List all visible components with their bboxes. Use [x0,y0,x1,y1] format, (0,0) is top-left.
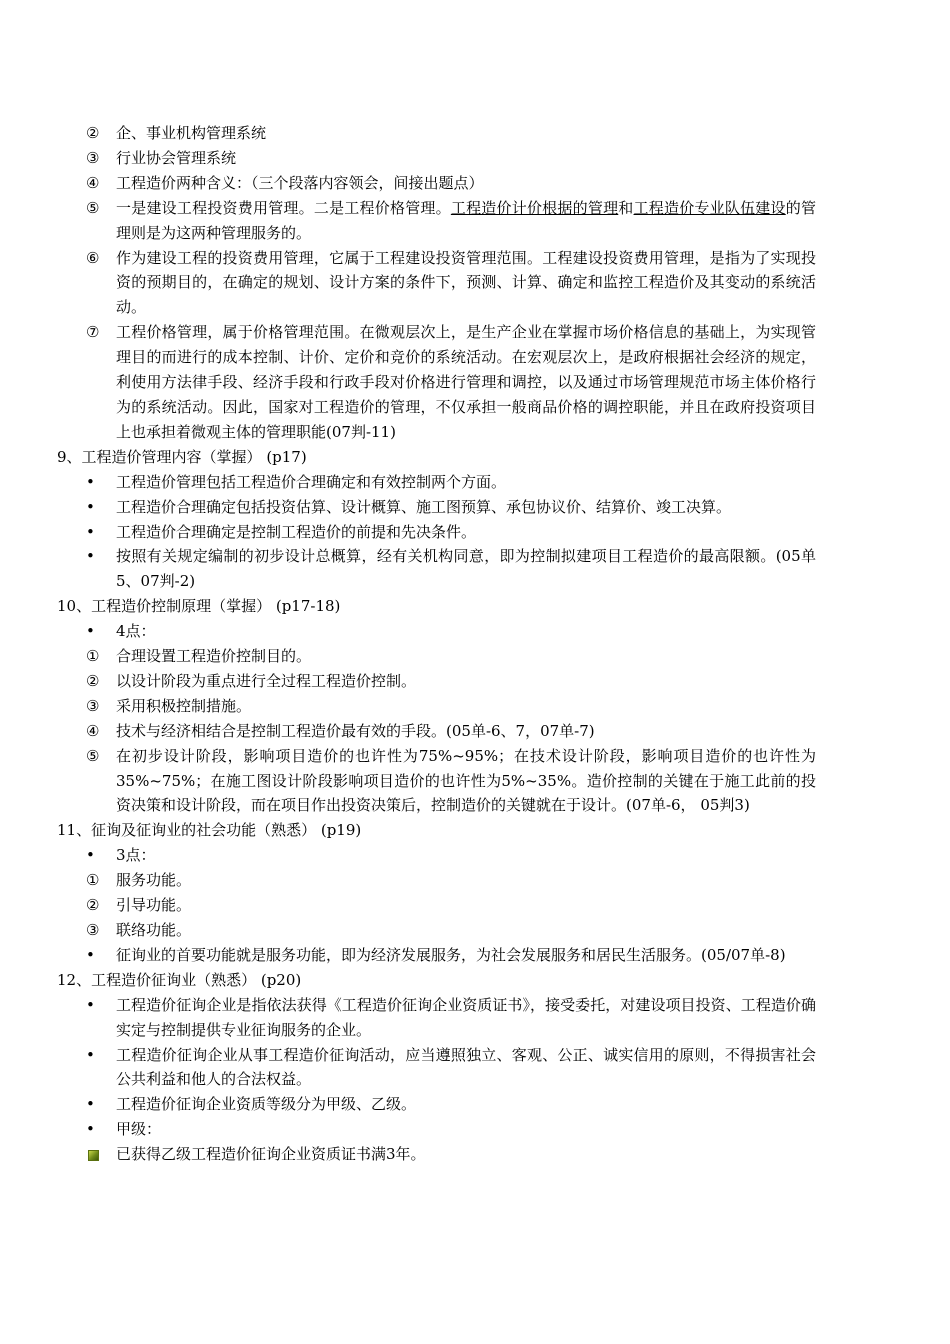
bullet-text: 按照有关规定编制的初步设计总概算，经有关机构同意，即为控制拟建项目工程造价的最高限额。(05单5、07判-2) [116,547,816,591]
list-marker: ⑤ [86,746,100,765]
list-marker: ③ [86,148,100,167]
list-text: 服务功能。 [116,871,192,890]
list-item [0,719,950,744]
underlined-term: 工程造价计价根据的管理 [450,198,619,217]
square-bullet-icon [86,1142,110,1167]
list-marker: ④ [86,173,100,192]
bullet-text: 工程造价征询企业是指依法获得《工程造价征询企业资质证书》，接受委托，对建设项目投资、工程造价确实定与控制提供专业征询服务的企业。 [116,995,816,1039]
list-marker: ④ [86,721,100,740]
bullet-item [0,1092,950,1117]
bullet-text: 征询业的首要功能就是服务功能，即为经济发展服务，为社会发展服务和居民生活服务。(05/07单-8) [116,945,786,964]
list-text: 采用积极控制措施。 [116,696,252,715]
bullet-item [0,943,950,968]
bullet-marker: • [86,622,95,641]
bullet-marker: • [86,497,95,516]
bullet-text: 3点： [116,846,156,865]
list-marker: ③ [86,696,100,715]
bullet-item [0,544,950,594]
bullet-marker: • [86,1120,95,1139]
list-item [0,893,950,918]
bullet-marker: • [86,945,95,964]
list-item [0,694,950,719]
section-heading: 11、征询及征询业的社会功能（熟悉） (p19) [57,821,362,840]
list-marker: ② [86,671,100,690]
bullet-item [0,1117,950,1142]
text-segment: 的管理则是为这两种管理服务的。 [116,198,816,242]
bullet-marker: • [86,522,95,541]
bullet-text: 工程造价征询企业从事工程造价征询活动，应当遵照独立、客观、公正、诚实信用的原则，不得损害社会公共利益和他人的合法权益。 [116,1045,816,1089]
list-item [0,146,950,171]
bullet-marker: • [86,472,95,491]
bullet-item [0,520,950,545]
section-heading: 12、工程造价征询业（熟悉） (p20) [57,970,302,989]
list-text: 行业协会管理系统 [116,148,237,167]
bullet-text: 已获得乙级工程造价征询企业资质证书满3年。 [116,1145,426,1164]
section-heading: 9、工程造价管理内容（掌握） (p17) [57,447,307,466]
list-text: 以设计阶段为重点进行全过程工程造价控制。 [116,671,417,690]
bullet-item [0,619,950,644]
bullet-text: 4点： [116,622,156,641]
list-text: 合理设置工程造价控制目的。 [116,647,312,666]
list-item [0,644,950,669]
bullet-text: 工程造价征询企业资质等级分为甲级、乙级。 [116,1095,417,1114]
list-item [0,196,950,246]
bullet-item [0,1043,950,1093]
list-marker: ③ [86,921,100,939]
list-marker: ② [86,896,100,915]
list-marker: ⑦ [86,323,100,342]
list-text: 工程造价两种含义：（三个段落内容领会，间接出题点） [116,173,484,192]
list-text: 作为建设工程的投资费用管理，它属于工程建设投资管理范围。工程建设投资费用管理，是指为了实现投资的预期目的，在确定的规划、设计方案的条件下，预测、计算、确定和监控工程造价及其变动的系统活动。 [116,248,816,317]
bullet-item [0,470,950,495]
bullet-marker: • [86,547,95,566]
list-text: 联络功能。 [116,921,192,939]
bullet-text: 工程造价管理包括工程造价合理确定和有效控制两个方面。 [116,472,507,491]
list-item [0,246,950,321]
list-marker: ① [86,871,100,890]
list-text: 在初步设计阶段，影响项目造价的也许性为75%~95%；在技术设计阶段，影响项目造价的也许性为35%~75%；在施工图设计阶段影响项目造价的也许性为5%~35%。造价控制的关键在于施工此前的投资决策和设计阶段，而在项目作出投资决策后，控制造价的关键就在于设计。(07单-6， 05判3) [116,746,816,815]
list-item [0,320,950,445]
list-text: 企、事业机构管理系统 [116,124,267,142]
list-item [0,868,950,893]
bullet-text: 工程造价合理确定是控制工程造价的前提和先决条件。 [116,522,477,541]
square-bullet-item [0,1142,950,1167]
list-text: 引导功能。 [116,896,192,915]
text-segment: 一是建设工程投资费用管理。二是工程价格管理。 [116,198,451,217]
bullet-marker: • [86,1045,95,1064]
document-page [0,121,950,1167]
bullet-item [0,843,950,868]
bullet-text: 工程造价合理确定包括投资估算、设计概算、施工图预算、承包协议价、结算价、竣工决算。 [116,497,732,516]
list-marker: ⑥ [86,248,100,267]
list-text: 技术与经济相结合是控制工程造价最有效的手段。(05单-6、7，07单-7) [116,721,595,740]
bullet-marker: • [86,846,95,865]
list-marker: ① [86,647,100,666]
list-marker: ⑤ [86,198,100,217]
list-item [0,171,950,196]
bullet-marker: • [86,1095,95,1114]
list-text [116,196,816,246]
list-item [0,744,950,819]
list-item [0,121,950,146]
section-heading: 10、工程造价控制原理（掌握） (p17-18) [57,597,341,616]
bullet-item [0,993,950,1043]
list-item [0,918,950,943]
list-text: 工程价格管理，属于价格管理范围。在微观层次上，是生产企业在掌握市场价格信息的基础上，为实现管理目的而进行的成本控制、计价、定价和竞价的系统活动。在宏观层次上，是政府根据社会经济的规定，利使用方法律手段、经济手段和行政手段对价格进行管理和调控，以及通过市场管理规范市场主体价格行为的系统活动。因此，国家对工程造价的管理，不仅承担一般商品价格的调控职能，并且在政府投资项目上也承担着微观主体的管理职能(07判-11) [116,323,816,441]
bullet-text: 甲级： [116,1120,162,1139]
list-marker: ② [86,124,100,142]
underlined-term: 工程造价专业队伍建设 [633,198,786,217]
bullet-item [0,495,950,520]
list-item [0,669,950,694]
text-segment: 和 [618,198,634,217]
bullet-marker: • [86,995,95,1014]
